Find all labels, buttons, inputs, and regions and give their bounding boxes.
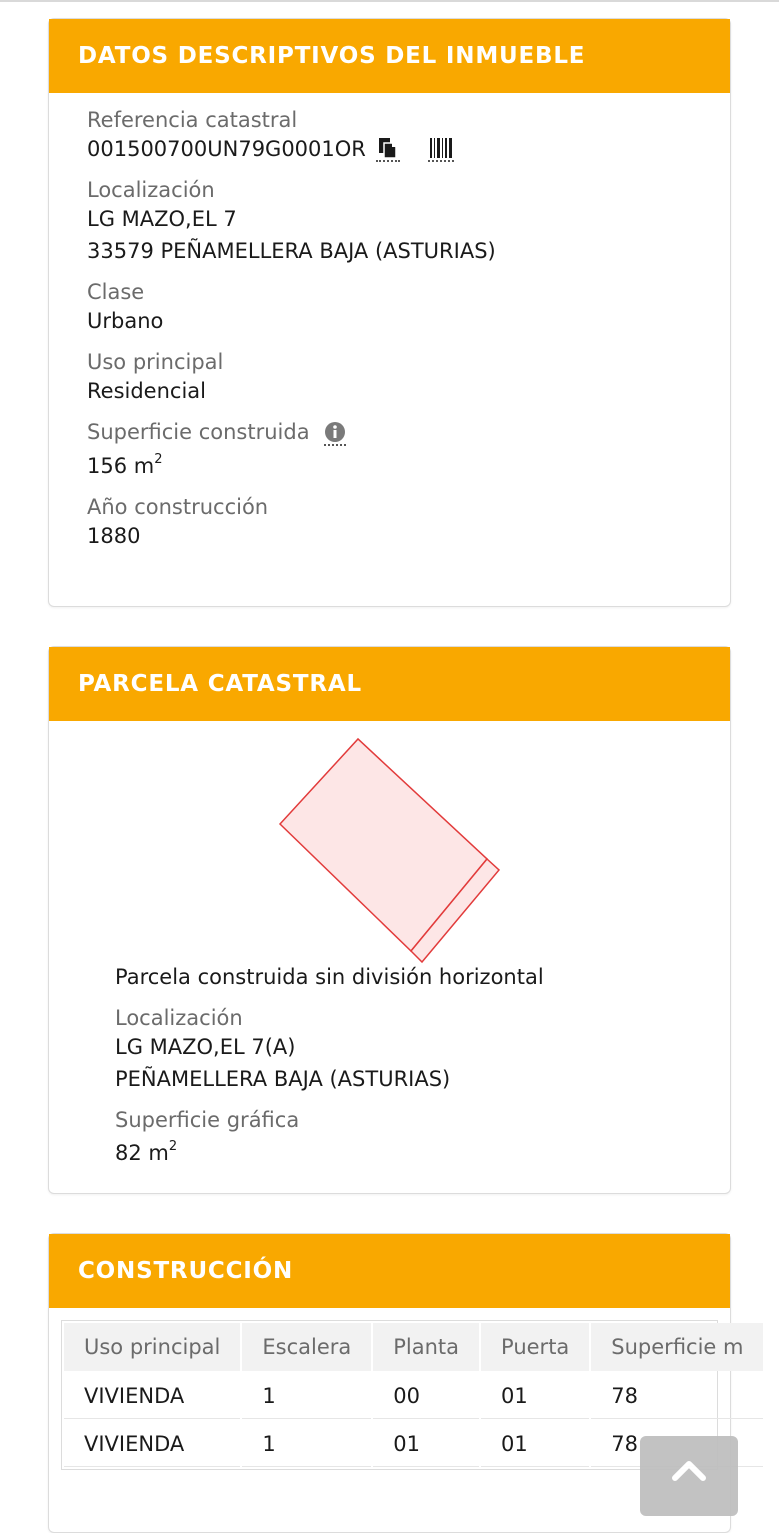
clase-field [87, 279, 730, 337]
anio-construccion-value: 1880 [87, 524, 141, 548]
superficie-construida-value [87, 446, 730, 482]
scroll-to-top-button[interactable] [640, 1436, 738, 1516]
table-cell: VIVIENDA [64, 1421, 240, 1467]
parcela-tipo: Parcela construida sin división horizontal [115, 965, 544, 989]
parcela-panel-title: PARCELA CATASTRAL [78, 671, 362, 697]
copy-icon[interactable] [376, 136, 400, 162]
datos-descriptivos-panel [48, 18, 731, 607]
parcel-shape-image [277, 729, 507, 959]
parcela-catastral-panel [48, 646, 731, 1194]
parcela-localizacion-label: Localización [115, 1006, 243, 1030]
construccion-panel [48, 1233, 744, 1533]
column-header: Puerta [481, 1323, 589, 1371]
parcel-map-area [49, 721, 730, 961]
table-cell: VIVIENDA [64, 1373, 240, 1419]
parcela-panel-header [49, 647, 730, 721]
datos-panel-body [49, 93, 730, 552]
parcela-panel-body [49, 961, 730, 1169]
localizacion-line1: LG MAZO,EL 7 [87, 207, 237, 231]
construccion-panel-title: CONSTRUCCIÓN [78, 1258, 294, 1284]
referencia-value: 001500700UN79G0001OR [87, 137, 366, 161]
parcela-localizacion-line2: PEÑAMELLERA BAJA (ASTURIAS) [115, 1067, 451, 1091]
referencia-field [87, 107, 730, 165]
chevron-up-icon [671, 1458, 707, 1482]
uso-principal-label: Uso principal [87, 350, 224, 374]
table-row [64, 1373, 763, 1419]
parcela-tipo-field [115, 961, 730, 993]
table-header-row [64, 1323, 763, 1371]
superficie-construida-number: 156 m [87, 454, 155, 478]
superficie-construida-field [87, 419, 730, 482]
datos-panel-header [49, 19, 730, 93]
localizacion-line2: 33579 PEÑAMELLERA BAJA (ASTURIAS) [87, 239, 496, 263]
table-cell: 00 [373, 1373, 479, 1419]
top-divider [0, 0, 779, 2]
superficie-construida-exponent: 2 [154, 452, 163, 467]
uso-principal-value: Residencial [87, 379, 206, 403]
superficie-construida-label: Superficie construida [87, 420, 310, 444]
localizacion-field [87, 177, 730, 267]
superficie-grafica-field [115, 1107, 730, 1169]
superficie-grafica-label: Superficie gráfica [115, 1108, 300, 1132]
superficie-grafica-exponent: 2 [168, 1139, 178, 1154]
table-cell: 01 [481, 1373, 589, 1419]
info-icon[interactable] [324, 420, 346, 446]
superficie-grafica-value [115, 1133, 730, 1169]
table-cell: 1 [242, 1421, 371, 1467]
column-header: Escalera [242, 1323, 371, 1371]
barcode-icon[interactable] [428, 136, 454, 162]
superficie-grafica-number: 82 m [115, 1141, 169, 1165]
datos-panel-title: DATOS DESCRIPTIVOS DEL INMUEBLE [78, 43, 586, 69]
superficie-construida-label-row [87, 419, 730, 446]
parcela-localizacion-field [115, 1005, 730, 1095]
referencia-label: Referencia catastral [87, 108, 298, 132]
column-header: Uso principal [64, 1323, 240, 1371]
table-cell: 78 [591, 1373, 763, 1419]
column-header: Planta [373, 1323, 479, 1371]
anio-construccion-label: Año construcción [87, 495, 269, 519]
uso-principal-field [87, 349, 730, 407]
table-cell: 78 [591, 1421, 763, 1467]
clase-value: Urbano [87, 309, 164, 333]
construccion-panel-header [49, 1234, 730, 1308]
table-cell: 1 [242, 1373, 371, 1419]
construccion-table-scroll[interactable] [61, 1320, 744, 1470]
table-cell: 01 [373, 1421, 479, 1467]
table-cell: 01 [481, 1421, 589, 1467]
clase-label: Clase [87, 280, 145, 304]
localizacion-label: Localización [87, 178, 215, 202]
parcela-localizacion-line1: LG MAZO,EL 7(A) [115, 1035, 296, 1059]
referencia-row [87, 133, 730, 165]
column-header: Superficie m [591, 1323, 763, 1371]
anio-construccion-field [87, 494, 730, 552]
